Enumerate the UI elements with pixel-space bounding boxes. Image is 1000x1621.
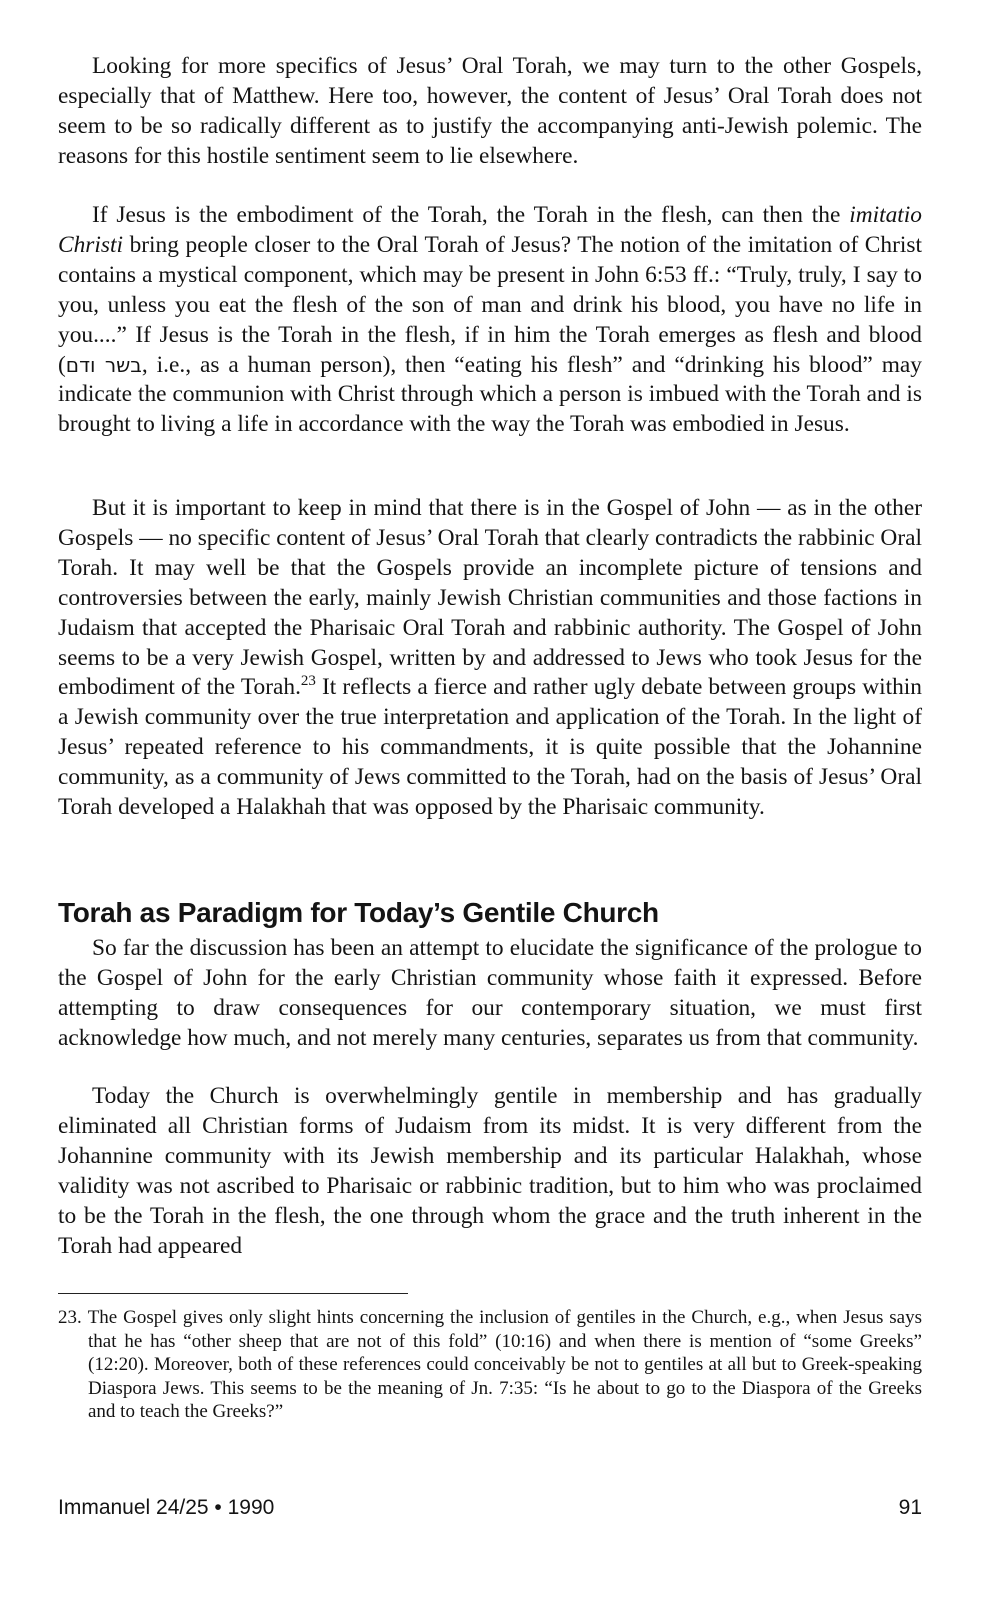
paragraph-1-text: Looking for more specifics of Jesus’ Oral Torah, we may turn to the other Gospels, especially that of Matthew. Here too, however, the content of Jesus’ Oral Torah does not seem to be so radically different as to justify the accompanying anti-Jewish polemic. The reasons for this hostile sentiment seem to lie elsewhere.	[58, 53, 922, 169]
paragraph-2-text-end: , i.e., as a human person), then “eating his flesh” and “drinking his blood” may indicate the communion with Christ through which a person is imbued with the Torah and is brought to living a life in accordance with the way the Torah was embodied in Jesus.	[58, 351, 922, 438]
section-paragraph-2	[58, 1082, 922, 1261]
paragraph-2	[58, 201, 922, 440]
section-paragraph-1	[58, 934, 922, 1054]
paragraph-1	[58, 52, 922, 172]
section-paragraph-1-text: So far the discussion has been an attempt to elucidate the significance of the prologue to the Gospel of John for the early Christian community whose faith it expressed. Before attempting to draw consequences for our contemporary situation, we must first acknowledge how much, and not merely many centuries, separates us from that community.	[58, 935, 922, 1051]
footnote-text: The Gospel gives only slight hints concerning the inclusion of gentiles in the Church, e.g., when Jesus says that he has “other sheep that are not of this fold” (10:16) and when there is mention of “some Greeks” (12:20). Moreover, both of these references could conceivably be not to gentiles at all but to Greek-speaking Diaspora Jews. This seems to be the meaning of Jn. 7:35: “Is he about to go to the Diaspora of the Greeks and to teach the Greeks?”	[87, 1307, 922, 1423]
footnote	[58, 1306, 922, 1424]
imitatio-christi-phrase: imitatio Christi	[58, 202, 922, 258]
paragraph-3	[58, 494, 922, 823]
footnote-divider	[58, 1293, 408, 1294]
paragraph-3-text-end: It reflects a fierce and rather ugly debate between groups within a Jewish community over the true interpretation and application of the Torah. In the light of Jesus’ repeated reference to his commandments, it is quite possible that the Johannine community, as a community of Jews committed to the Torah, had on the basis of Jesus’ Oral Torah developed a Halakhah that was opposed by the Pharisaic community.	[58, 674, 922, 821]
paragraph-2-text-middle: bring people closer to the Oral Torah of Jesus? The notion of the imitation of Christ contains a mystical component, which may be present in John 6:53 ff.: “Truly, truly, I say to you, unless you eat the flesh of the son of man and drink his blood, you have no life in you....” If Jesus is the Torah in the flesh, if in him the Torah emerges as flesh and blood (	[58, 231, 922, 378]
page-footer	[58, 1495, 922, 1521]
footnote-reference[interactable]: 23	[300, 673, 316, 690]
paragraph-2-text-start: If Jesus is the embodiment of the Torah, the Torah in the flesh, can then the	[92, 202, 850, 228]
page-number: 91	[898, 1496, 922, 1519]
paragraph-3-text-start: But it is important to keep in mind that there is in the Gospel of John — as in the other Gospels — no specific content of Jesus’ Oral Torah that clearly contradicts the rabbinic Oral Torah. It may well be that the Gospels provide an incomplete picture of tensions and controversies between the early, mainly Jewish Christian communities and those factions in Judaism that accepted the Pharisaic Oral Torah and rabbinic authority. The Gospel of John seems to be a very Jewish Gospel, written by and addressed to Jews who took Jesus for the embodiment of the Torah.	[58, 495, 922, 701]
hebrew-phrase: בשר ודם	[65, 352, 142, 377]
section-paragraph-2-text: Today the Church is overwhelmingly gentile in membership and has gradually eliminated all Christian forms of Judaism from its midst. It is very different from the Johannine community with its Jewish membership and its particular Halakhah, whose validity was not ascribed to Pharisaic or rabbinic tradition, but to him who was proclaimed to be the Torah in the flesh, the one through whom the grace and the truth inherent in the Torah had appeared	[58, 1083, 922, 1259]
footnote-number: 23.	[58, 1307, 82, 1328]
journal-citation: Immanuel 24/25 • 1990	[58, 1496, 275, 1519]
section-heading: Torah as Paradigm for Today’s Gentile Church	[58, 897, 659, 928]
